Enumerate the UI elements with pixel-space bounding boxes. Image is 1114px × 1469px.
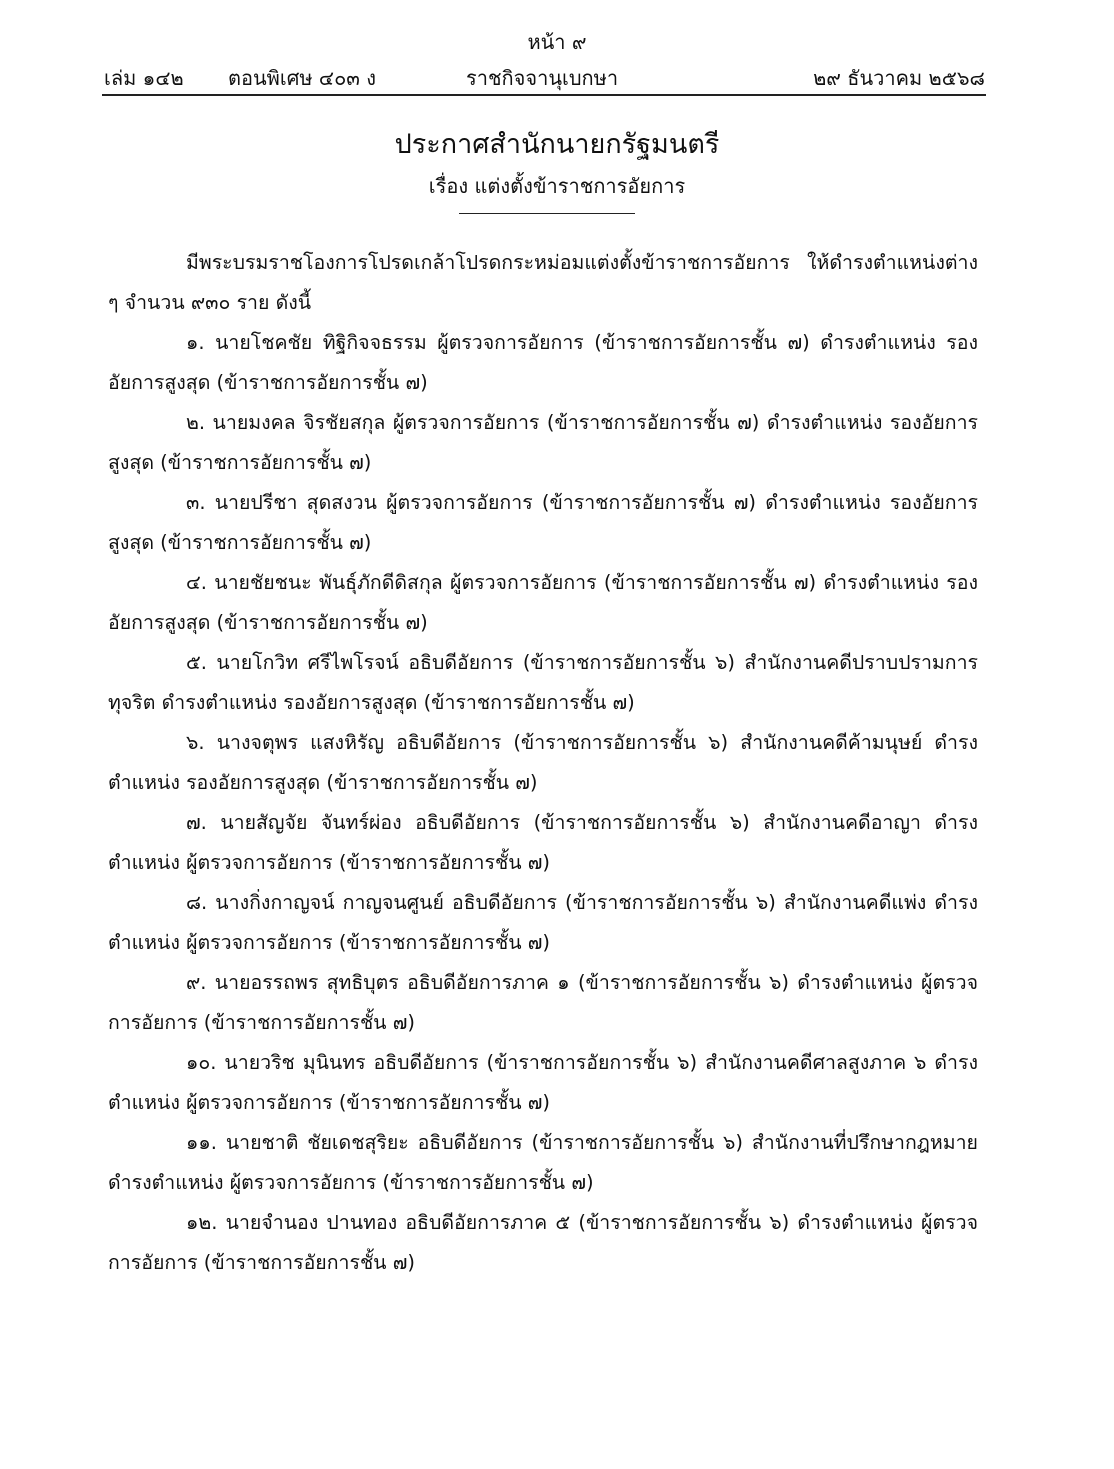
appointment-item: ๑๒. นายจำนอง ปานทอง อธิบดีอัยการภาค ๕ (ข้าราชการอัยการชั้น ๖) ดำรงตำแหน่ง ผู้ตรวจการอัยการ (ข้าราชการอัยการชั้น ๗) <box>108 1211 978 1274</box>
publication-date: ๒๙ ธันวาคม ๒๕๖๘ <box>813 66 985 90</box>
appointment-item: ๑๑. นายชาติ ชัยเดชสุริยะ อธิบดีอัยการ (ข้าราชการอัยการชั้น ๖) สำนักงานที่ปรึกษากฎหมาย ดำรงตำแหน่ง ผู้ตรวจการอัยการ (ข้าราชการอัยการชั้น ๗) <box>108 1131 978 1194</box>
appointment-item: ๕. นายโกวิท ศรีไพโรจน์ อธิบดีอัยการ (ข้าราชการอัยการชั้น ๖) สำนักงานคดีปราบปรามการทุจริต ดำรงตำแหน่ง รองอัยการสูงสุด (ข้าราชการอัยการชั้น ๗) <box>108 651 978 714</box>
appointment-item: ๙. นายอรรถพร สุทธิบุตร อธิบดีอัยการภาค ๑ (ข้าราชการอัยการชั้น ๖) ดำรงตำแหน่ง ผู้ตรวจการอัยการ (ข้าราชการอัยการชั้น ๗) <box>108 971 978 1034</box>
title-divider <box>459 213 635 214</box>
appointment-item: ๔. นายชัยชนะ พันธุ์ภักดีดิสกุล ผู้ตรวจการอัยการ (ข้าราชการอัยการชั้น ๗) ดำรงตำแหน่ง รองอัยการสูงสุด (ข้าราชการอัยการชั้น ๗) <box>108 571 978 634</box>
appointment-item: ๑๐. นายวริช มุนินทร อธิบดีอัยการ (ข้าราชการอัยการชั้น ๖) สำนักงานคดีศาลสูงภาค ๖ ดำรงตำแหน่ง ผู้ตรวจการอัยการ (ข้าราชการอัยการชั้น ๗) <box>108 1051 978 1114</box>
appointment-item: ๑. นายโชคชัย ทิฐิกิจจธรรม ผู้ตรวจการอัยการ (ข้าราชการอัยการชั้น ๗) ดำรงตำแหน่ง รองอัยการสูงสุด (ข้าราชการอัยการชั้น ๗) <box>108 331 978 394</box>
announcement-body <box>108 243 978 1283</box>
appointment-item: ๒. นายมงคล จิรชัยสกุล ผู้ตรวจการอัยการ (ข้าราชการอัยการชั้น ๗) ดำรงตำแหน่ง รองอัยการสูงสุด (ข้าราชการอัยการชั้น ๗) <box>108 411 978 474</box>
gazette-name: ราชกิจจานุเบกษา <box>466 66 619 90</box>
appointment-item: ๓. นายปรีชา สุดสงวน ผู้ตรวจการอัยการ (ข้าราชการอัยการชั้น ๗) ดำรงตำแหน่ง รองอัยการสูงสุด (ข้าราชการอัยการชั้น ๗) <box>108 491 978 554</box>
intro-paragraph: มีพระบรมราชโองการโปรดเกล้าโปรดกระหม่อมแต่งตั้งข้าราชการอัยการ ให้ดำรงตำแหน่งต่าง ๆ จำนวน ๙๓๐ ราย ดังนี้ <box>108 251 978 314</box>
appointment-item: ๗. นายสัญจัย จันทร์ผ่อง อธิบดีอัยการ (ข้าราชการอัยการชั้น ๖) สำนักงานคดีอาญา ดำรงตำแหน่ง ผู้ตรวจการอัยการ (ข้าราชการอัยการชั้น ๗) <box>108 811 978 874</box>
announcement-title: ประกาศสำนักนายกรัฐมนตรี <box>394 129 720 160</box>
announcement-subject: เรื่อง แต่งตั้งข้าราชการอัยการ <box>428 174 686 198</box>
appointment-item: ๘. นางกิ่งกาญจน์ กาญจนศูนย์ อธิบดีอัยการ (ข้าราชการอัยการชั้น ๖) สำนักงานคดีแพ่ง ดำรงตำแหน่ง ผู้ตรวจการอัยการ (ข้าราชการอัยการชั้น ๗) <box>108 891 978 954</box>
page-number: หน้า ๙ <box>527 30 587 54</box>
issue-number: ตอนพิเศษ ๔๐๓ ง <box>228 66 377 90</box>
header-divider <box>102 94 986 96</box>
appointment-item: ๖. นางจตุพร แสงหิรัญ อธิบดีอัยการ (ข้าราชการอัยการชั้น ๖) สำนักงานคดีค้ามนุษย์ ดำรงตำแหน่ง รองอัยการสูงสุด (ข้าราชการอัยการชั้น ๗) <box>108 731 978 794</box>
volume-number: เล่ม ๑๔๒ <box>104 66 184 90</box>
